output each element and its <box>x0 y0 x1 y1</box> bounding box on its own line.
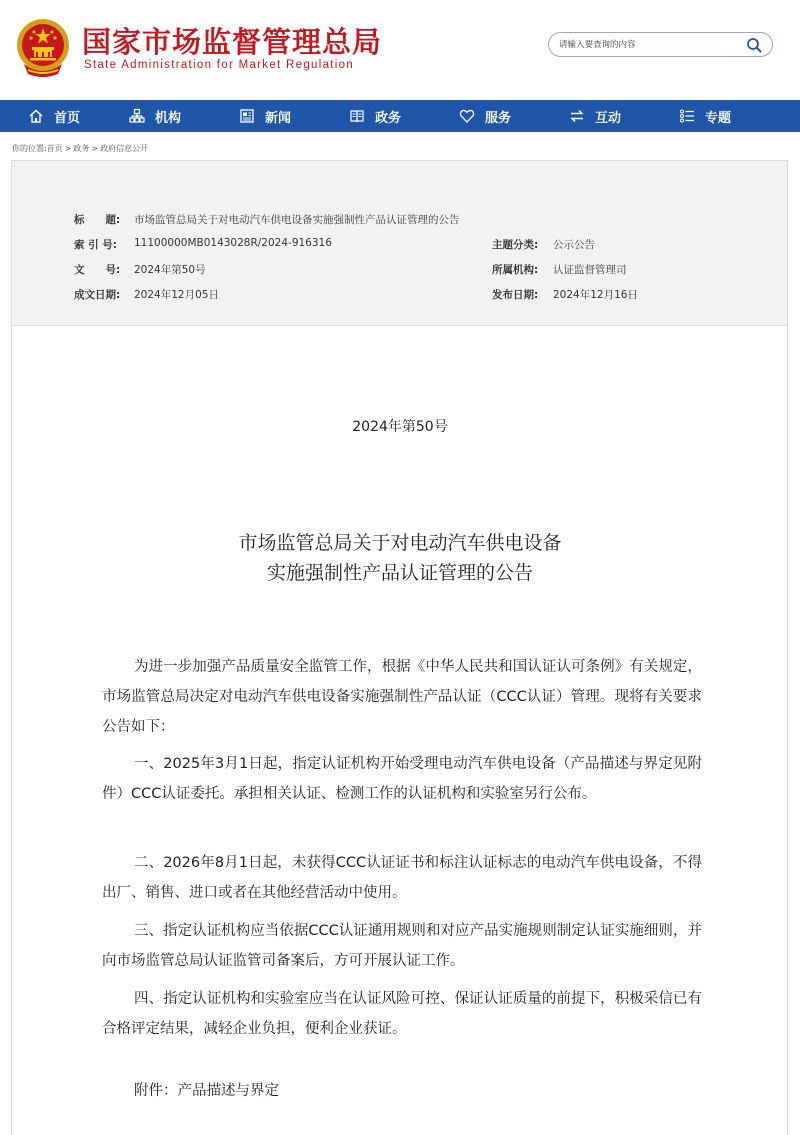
article-title-line: 实施强制性产品认证管理的公告 <box>266 562 533 584</box>
article-paragraph: 四、指定认证机构和实验室应当在认证风险可控、保证认证质量的前提下，积极采信已有合格评定结果，减轻企业负担，便利企业获证。 <box>102 991 702 1037</box>
breadcrumb-item-info-disclosure[interactable]: 政府信息公开 <box>100 144 149 153</box>
meta-category-label: 主题分类: <box>492 239 539 251</box>
book-icon <box>349 108 365 124</box>
nav-label: 政务 <box>374 110 401 126</box>
article-paragraph: 一、2025年3月1日起，指定认证机构开始受理电动汽车供电设备（产品描述与界定见附件）CCC认证委托。承担相关认证、检测工作的认证机构和实验室另行公布。 <box>102 756 702 802</box>
search-input[interactable] <box>559 35 734 55</box>
main-nav <box>0 100 800 132</box>
list-icon <box>679 108 695 124</box>
nav-item-home[interactable] <box>0 100 100 132</box>
attachment-link[interactable]: 附件：产品描述与界定 <box>134 1083 279 1099</box>
meta-docno-label: 文 号: <box>74 264 121 276</box>
article-title <box>0 528 800 588</box>
article-title-line: 市场监管总局关于对电动汽车供电设备 <box>238 532 562 554</box>
document-number: 2024年第50号 <box>352 419 448 435</box>
nav-item-institutions[interactable] <box>100 100 210 132</box>
nav-item-government-affairs[interactable] <box>320 100 430 132</box>
nav-item-services[interactable] <box>430 100 540 132</box>
breadcrumb-prefix: 你的位置: <box>12 144 47 153</box>
nav-label: 互动 <box>594 110 621 126</box>
nav-item-interaction[interactable] <box>540 100 650 132</box>
nav-item-topics[interactable] <box>650 100 760 132</box>
meta-title-value: 市场监管总局关于对电动汽车供电设备实施强制性产品认证管理的公告 <box>134 214 460 226</box>
nav-label: 新闻 <box>264 110 291 126</box>
meta-org-label: 所属机构: <box>492 264 539 276</box>
site-title[interactable]: 国家市场监督管理总局 <box>82 25 383 59</box>
search-icon[interactable] <box>746 37 762 53</box>
nav-label: 机构 <box>154 110 181 126</box>
meta-index-value: 11100000MB0143028R/2024-916316 <box>134 237 332 249</box>
exchange-icon <box>569 108 585 124</box>
breadcrumb-separator: > <box>64 144 72 153</box>
site-header <box>0 0 800 100</box>
meta-published-value: 2024年12月16日 <box>553 289 638 301</box>
meta-category-value: 公示公告 <box>553 239 595 251</box>
meta-published-label: 发布日期: <box>492 289 539 301</box>
meta-title-label: 标 题: <box>74 214 121 226</box>
national-emblem-icon[interactable] <box>14 16 72 78</box>
article-paragraph: 为进一步加强产品质量安全监管工作，根据《中华人民共和国认证认可条例》有关规定，市场监管总局决定对电动汽车供电设备实施强制性产品认证（CCC认证）管理。现将有关要求公告如下： <box>102 659 702 735</box>
meta-created-value: 2024年12月05日 <box>134 289 219 301</box>
site-subtitle: State Administration for Market Regulation <box>84 59 355 71</box>
breadcrumb-separator: > <box>91 144 99 153</box>
meta-org-value: 认证监督管理司 <box>553 264 627 276</box>
breadcrumb-item-government-affairs[interactable]: 政务 <box>73 144 90 153</box>
nav-label: 服务 <box>484 110 511 126</box>
org-chart-icon <box>129 108 145 124</box>
breadcrumb-item-home[interactable]: 首页 <box>46 144 63 153</box>
meta-index-label: 索 引 号: <box>74 239 118 251</box>
heart-icon <box>459 108 475 124</box>
nav-label: 专题 <box>704 110 731 126</box>
meta-docno-value: 2024年第50号 <box>134 264 206 276</box>
search-box <box>548 32 773 57</box>
home-icon <box>28 108 44 124</box>
breadcrumb <box>12 143 148 154</box>
document-metadata <box>12 161 787 326</box>
nav-label: 首页 <box>54 110 81 126</box>
article-paragraph: 三、指定认证机构应当依据CCC认证通用规则和对应产品实施规则制定认证实施细则，并向市场监管总局认证监管司备案后，方可开展认证工作。 <box>102 923 702 969</box>
meta-created-label: 成文日期: <box>74 289 121 301</box>
article-paragraph: 二、2026年8月1日起，未获得CCC认证证书和标注认证标志的电动汽车供电设备，不得出厂、销售、进口或者在其他经营活动中使用。 <box>102 855 702 901</box>
nav-item-news[interactable] <box>210 100 320 132</box>
news-icon <box>239 108 255 124</box>
